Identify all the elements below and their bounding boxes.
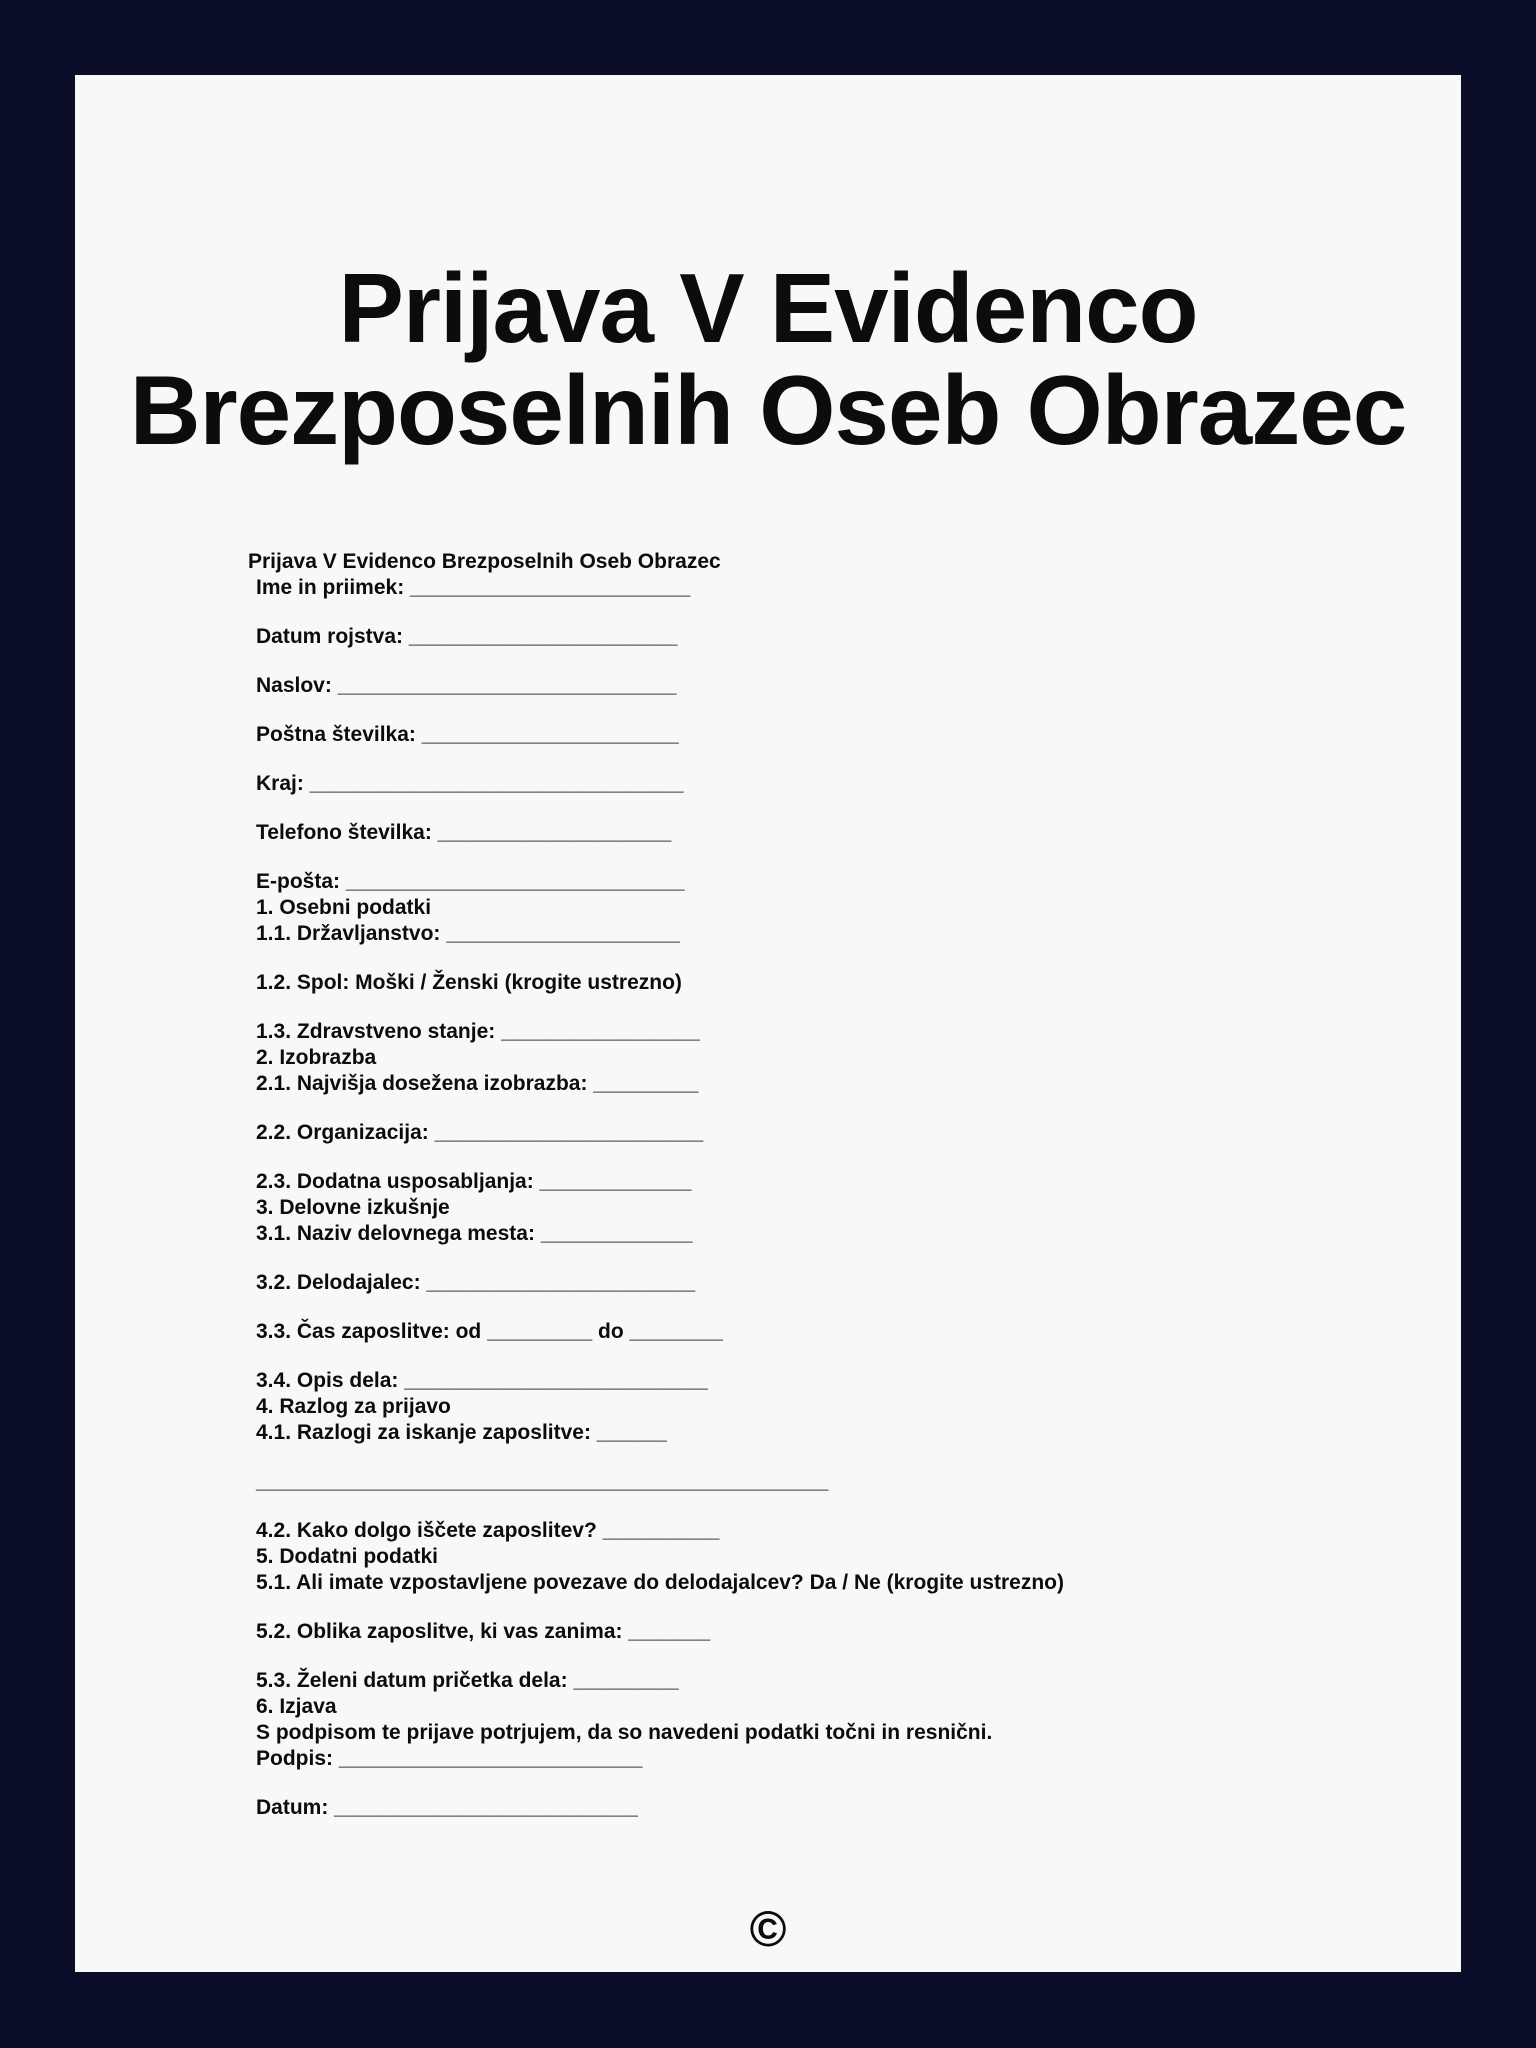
field-ime-in-priimek: Ime in priimek: ________________________ [256, 576, 691, 599]
document-page [75, 75, 1461, 1972]
section-3-block [256, 1169, 1461, 1247]
field-naslov: Naslov: _____________________________ [256, 674, 677, 697]
field-1-1-drzavljanstvo: 1.1. Državljanstvo: ____________________ [256, 922, 680, 945]
copyright-icon: © [749, 1901, 787, 1957]
field-4-2-kako-dolgo: 4.2. Kako dolgo iščete zaposlitev? __________ [256, 1519, 720, 1542]
field-datum-block [256, 1795, 1461, 1821]
field-datum-rojstva: Datum rojstva: _______________________ [256, 625, 678, 648]
field-3-3-cas-zaposlitve-block [256, 1319, 1461, 1345]
field-2-2-organizacija: 2.2. Organizacija: _______________________ [256, 1121, 704, 1144]
section-2-izobrazba: 2. Izobrazba [256, 1046, 377, 1069]
field-3-2-delodajalec: 3.2. Delodajalec: _______________________ [256, 1271, 696, 1294]
section-2-block [256, 1019, 1461, 1097]
field-2-3-dodatna-usposabljanja: 2.3. Dodatna usposabljanja: _____________ [256, 1170, 692, 1193]
field-e-posta: E-pošta: _____________________________ [256, 870, 685, 893]
field-5-3-zeleni-datum-pricetka: 5.3. Želeni datum pričetka dela: _________ [256, 1669, 679, 1692]
field-kraj-block [256, 771, 1461, 797]
title-line-2: Brezposelnih Oseb Obrazec [129, 355, 1407, 465]
page-footer [75, 1900, 1461, 1958]
field-3-3-cas-zaposlitve: 3.3. Čas zaposlitve: od _________ do ________ [256, 1320, 723, 1343]
field-1-2-spol-block [256, 970, 1461, 996]
field-4-1-razlogi-za-iskanje: 4.1. Razlogi za iskanje zaposlitve: ______ [256, 1421, 667, 1444]
field-1-3-zdravstveno-stanje: 1.3. Zdravstveno stanje: _________________ [256, 1020, 700, 1043]
section-3-delovne-izkusnje: 3. Delovne izkušnje [256, 1196, 450, 1219]
section-1-block [256, 869, 1461, 947]
field-3-2-delodajalec-block [256, 1270, 1461, 1296]
field-5-2-oblika-zaposlitve-block [256, 1619, 1461, 1645]
field-5-2-oblika-zaposlitve: 5.2. Oblika zaposlitve, ki vas zanima: _______ [256, 1620, 711, 1643]
field-postna-stevilka: Poštna številka: ______________________ [256, 723, 679, 746]
field-2-1-najvisja-izobrazba: 2.1. Najvišja dosežena izobrazba: _________ [256, 1072, 699, 1095]
section-5-block [256, 1518, 1461, 1596]
section-4-block [256, 1368, 1461, 1446]
field-2-2-organizacija-block [256, 1120, 1461, 1146]
field-naslov-block [256, 673, 1461, 699]
field-kraj: Kraj: ________________________________ [256, 772, 684, 795]
blank-write-in-line: _________________________________________________ [256, 1470, 829, 1493]
field-datum-rojstva-block [256, 624, 1461, 650]
form-subtitle: Prijava V Evidenco Brezposelnih Oseb Obrazec [248, 550, 721, 573]
statement-text: S podpisom te prijave potrjujem, da so navedeni podatki točni in resnični. [256, 1721, 993, 1744]
field-1-2-spol: 1.2. Spol: Moški / Ženski (krogite ustrezno) [256, 971, 682, 994]
field-3-4-opis-dela: 3.4. Opis dela: __________________________ [256, 1369, 708, 1392]
section-5-dodatni-podatki: 5. Dodatni podatki [256, 1545, 439, 1568]
field-5-1-povezave-do-delodajalcev: 5.1. Ali imate vzpostavljene povezave do delodajalcev? Da / Ne (krogite ustrezno) [256, 1571, 1064, 1594]
section-6-izjava: 6. Izjava [256, 1695, 337, 1718]
section-1-osebni-podatki: 1. Osebni podatki [256, 896, 432, 919]
document-title [75, 75, 1461, 465]
field-postna-stevilka-block [256, 722, 1461, 748]
field-podpis: Podpis: __________________________ [256, 1747, 643, 1770]
field-datum: Datum: __________________________ [256, 1796, 638, 1819]
field-telefon-stevilka: Telefono številka: ____________________ [256, 821, 672, 844]
section-6-block [256, 1668, 1461, 1772]
form-body [75, 549, 1461, 1821]
title-line-1: Prijava V Evidenco [338, 253, 1198, 363]
section-4-razlog-za-prijavo: 4. Razlog za prijavo [256, 1395, 451, 1418]
field-3-1-naziv-delovnega-mesta: 3.1. Naziv delovnega mesta: _____________ [256, 1222, 693, 1245]
blank-write-in-line-block [256, 1469, 1461, 1495]
field-telefon-stevilka-block [256, 820, 1461, 846]
form-header-block [248, 549, 1461, 601]
